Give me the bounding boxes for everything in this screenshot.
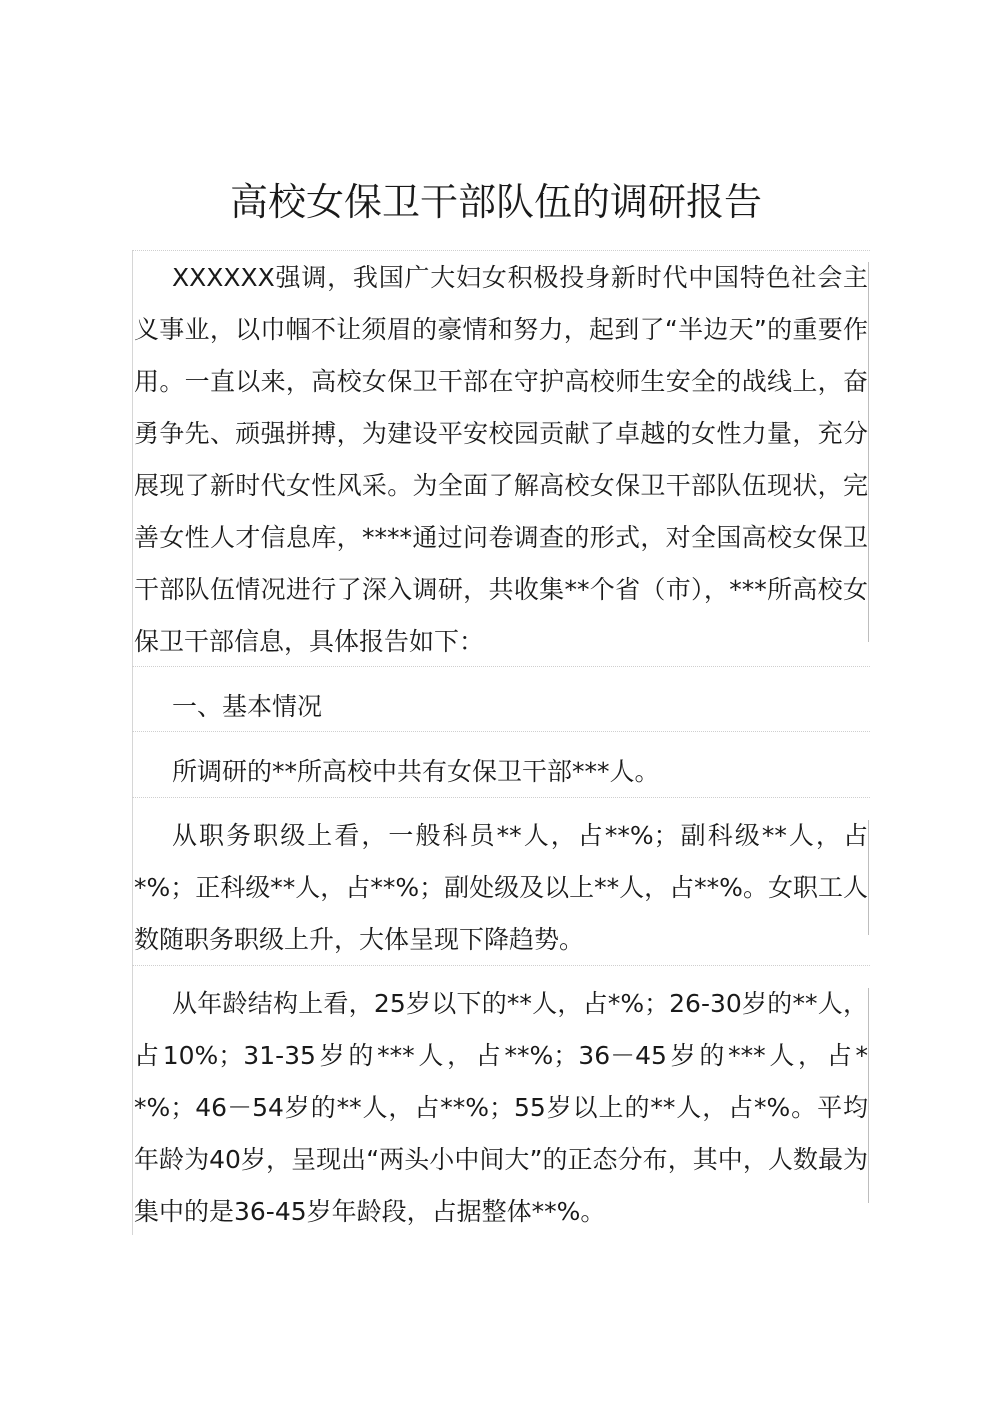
summary-paragraph: 所调研的**所高校中共有女保卫干部***人。: [172, 757, 660, 786]
rank-paragraph: 从职务职级上看，一般科员**人，占**%；副科级**人，占*%；正科级**人，占**%；副处级及以上**人，占**%。女职工人数随职务职级上升，大体呈现下降趋势。: [134, 821, 868, 954]
age-paragraph: 从年龄结构上看，25岁以下的**人，占*%；26-30岁的**人，占10%；31-35岁的***人，占**%；36－45岁的***人，占**%；46－54岁的**人，占**%；55岁以上的**人，占*%。平均年龄为40岁，呈现出“两头小中间大”的正态分布，其中，人数最为集中的是36-45岁年龄段，占据整体**%。: [134, 989, 868, 1226]
intro-paragraph: XXXXXX强调，我国广大妇女积极投身新时代中国特色社会主义事业，以巾帼不让须眉的豪情和努力，起到了“半边天”的重要作用。一直以来，高校女保卫干部在守护高校师生安全的战线上，奋勇争先、顽强拼搏，为建设平安校园贡献了卓越的女性力量，充分展现了新时代女性风采。为全面了解高校女保卫干部队伍现状，完善女性人才信息库，****通过问卷调查的形式，对全国高校女保卫干部队伍情况进行了深入调研，共收集**个省（市），***所高校女保卫干部信息，具体报告如下：: [134, 263, 868, 656]
frame-right-edge: [868, 262, 869, 642]
frame-right-edge: [868, 820, 869, 935]
frame-line: [132, 250, 870, 251]
section-heading: 一、基本情况: [172, 692, 323, 721]
frame-right-edge: [868, 988, 869, 1203]
page-title: 高校女保卫干部队伍的调研报告: [229, 180, 762, 224]
